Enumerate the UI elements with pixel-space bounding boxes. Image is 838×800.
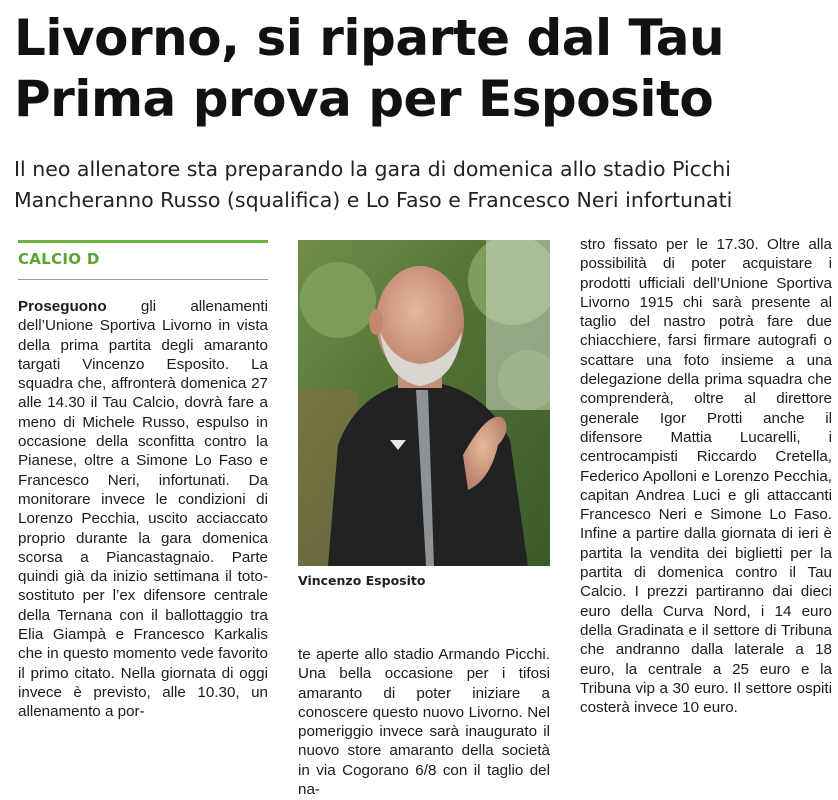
section-rule-divider	[18, 279, 268, 280]
article-column-middle	[298, 645, 550, 799]
coach-portrait-image	[298, 240, 550, 566]
article-lead-word: Proseguono	[18, 298, 107, 315]
article-text-middle: te aperte allo stadio Armando Picchi. Una bella occasione per i tifosi amaranto di poter iniziare a conoscere questo nuovo Livorno. Nel pomeriggio invece sarà inaugurato il nuovo store amaranto della società in via Cogorano 6/8 con il taglio del na-	[298, 646, 550, 799]
section-rule-green	[18, 240, 268, 243]
headline	[14, 8, 834, 130]
article-photo	[298, 240, 550, 566]
photo-caption: Vincenzo Esposito	[298, 573, 426, 588]
subheadline-line-2: Mancheranno Russo (squalifica) e Lo Faso e Francesco Neri infortunati	[14, 188, 733, 212]
subheadline-line-1: Il neo allenatore sta preparando la gara di domenica allo stadio Picchi	[14, 157, 731, 181]
subheadline	[14, 154, 834, 216]
article-text-left: gli allenamenti dell’Unione Sportiva Livorno in vista della prima partita degli amaranto targati Vincenzo Esposito. La squadra che, affronterà domenica 27 alle 14.30 il Tau Calcio, dovrà fare a meno di Michele Russo, espulso in occasione della sconfitta contro la Pianese, oltre a Simone Lo Faso e Francesco Neri, infortunati. Da monitorare invece le condizioni di Lorenzo Pecchia, uscito acciaccato proprio durante la gara domenica scorsa a Piancastagnaio. Parte quindi già da inizio settimana il toto-sostituto per l’ex difensore centrale della Ternana con il ballottaggio tra Elia Giampà e Francesco Karkalis che in questo momento vede favorito il primo citato. Nella giornata di oggi invece è previsto, alle 10.30, un allenamento a por-	[18, 298, 268, 721]
article-text-right: stro fissato per le 17.30. Oltre alla possibilità di poter acquistare i prodotti ufficiali dell’Unione Sportiva Livorno 1915 chi sarà presente al taglio del nastro potrà fare due chiacchiere, farsi firmare autografi o scattare una foto insieme a una delegazione della prima squadra che comprenderà, oltre al direttore generale Igor Protti anche il difensore Mattia Lucarelli, i centrocampisti Riccardo Cretella, Federico Apolloni e Lorenzo Pecchia, capitan Andrea Luci e gli attaccanti Francesco Neri e Simone Lo Faso. Infine a partire dalla giornata di ieri è partita la vendita dei biglietti per la partita di domenica contro il Tau Calcio. I prezzi partiranno dai dieci euro della Curva Nord, i 14 euro della Gradinata e il settore di Tribuna che andranno dalla laterale a 18 euro, la centrale a 25 euro e la Tribuna vip a 30 euro. Il settore ospiti costerà invece 10 euro.	[580, 236, 832, 717]
article-column-right	[580, 235, 832, 717]
section-label: CALCIO D	[18, 250, 100, 268]
headline-line-1: Livorno, si riparte dal Tau	[14, 9, 725, 67]
headline-line-2: Prima prova per Esposito	[14, 70, 714, 128]
article-column-left	[18, 297, 268, 722]
